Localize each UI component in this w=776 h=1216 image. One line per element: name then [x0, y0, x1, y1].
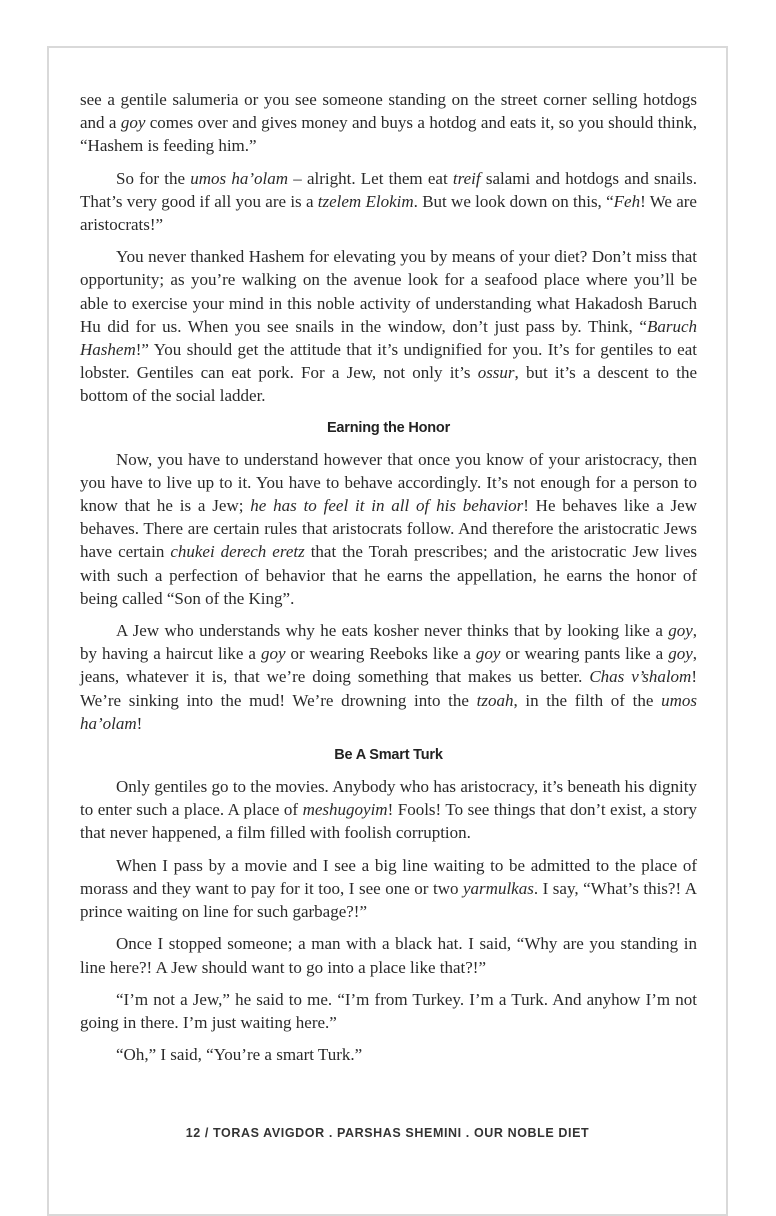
paragraph	[80, 448, 697, 610]
italic-term: meshugoyim	[302, 800, 388, 820]
italic-term: chukei derech eretz	[170, 542, 305, 562]
text-run: see a gentile salumeria or you see someone standing on the street corner selling hotdogs and a	[80, 90, 697, 133]
text-run: . But we look down on this, “	[413, 191, 614, 211]
italic-term: ossur	[477, 363, 515, 383]
italic-term: yarmulkas	[463, 878, 534, 898]
italic-term: tzelem Elokim	[317, 191, 414, 211]
text-run: “I’m not a Jew,” he said to me. “I’m from Turkey. I’m a Turk. And anyhow I’m not going in there. I’m just waiting here.”	[80, 989, 697, 1032]
italic-term: treif	[452, 168, 481, 188]
italic-term: goy	[475, 644, 501, 664]
text-run: ! We’re sinking into the mud! We’re drowning into the	[80, 667, 698, 710]
text-run: Only gentiles go to the movies. Anybody who has aristocracy, it’s beneath his dignity to enter such a place. A place of	[80, 777, 697, 820]
section-heading: Be A Smart Turk	[334, 747, 443, 764]
text-run: Once I stopped someone; a man with a black hat. I said, “Why are you standing in line here?! A Jew should want to go into a place like that?!”	[80, 934, 697, 977]
paragraph	[80, 619, 697, 735]
italic-term: goy	[668, 644, 693, 664]
text-run: !	[136, 713, 143, 733]
text-run: , in the filth of the	[513, 690, 662, 710]
paragraph	[80, 167, 697, 237]
text-run: , jeans, whatever it is, that we’re doing something that makes us better.	[80, 644, 697, 687]
italic-term: Feh	[613, 191, 641, 211]
italic-term: umos ha’olam	[80, 690, 697, 733]
paragraph	[80, 854, 697, 924]
text-run: You never thanked Hashem for elevating you by means of your diet? Don’t miss that opportunity; as you’re walking on the avenue look for a seafood place where you’ll be able to exercise your mind in this noble activity of understanding what Hakadosh Baruch Hu did for us. When you see snails in the window, don’t just pass by. Think, “	[80, 247, 697, 336]
text-run: Now, you have to understand however that once you know of your aristocracy, then you have to live up to it. You have to behave accordingly. It’s not enough for a person to know that he is a Jew;	[80, 449, 697, 516]
text-run: A Jew who understands why he eats kosher never thinks that by looking like a	[116, 621, 669, 641]
page-footer: 12 / TORAS AVIGDOR . PARSHAS SHEMINI . OUR NOBLE DIET	[185, 1126, 590, 1140]
text-run: When I pass by a movie and I see a big line waiting to be admitted to the place of morass and they want to pay for it too, I see one or two	[80, 855, 697, 898]
text-run: !” You should get the attitude that it’s undignified for you. It’s for gentiles to eat lobster. Gentiles can eat pork. For a Jew, not only it’s	[80, 340, 697, 383]
body-text	[80, 88, 697, 1075]
text-run: So for the	[116, 168, 191, 188]
italic-term: tzoah	[476, 690, 514, 710]
text-run: , by having a haircut like a	[80, 621, 697, 664]
text-run: comes over and gives money and buys a hotdog and eats it, so you should think, “Hashem is feeding him.”	[80, 113, 697, 156]
italic-term: he has to feel it in all of his behavior	[250, 496, 524, 516]
text-run: ! He behaves like a Jew behaves. There are certain rules that aristocrats follow. And therefore the aristocratic Jews have certain	[80, 496, 697, 562]
italic-term: goy	[120, 113, 146, 133]
text-run: or wearing pants like a	[500, 644, 669, 664]
text-run: or wearing Reeboks like a	[285, 644, 476, 664]
italic-term: Baruch Hashem	[80, 316, 697, 360]
paragraph	[80, 988, 697, 1034]
paragraph	[80, 775, 697, 845]
italic-term: goy	[260, 644, 286, 664]
paragraph	[80, 1043, 697, 1066]
paragraph	[80, 932, 697, 978]
section-heading: Earning the Honor	[326, 419, 451, 436]
text-run: ! We are aristocrats!”	[80, 191, 697, 235]
text-run: ! Fools! To see things that don’t exist, a story that never happened, a film filled with foolish corruption.	[80, 800, 697, 843]
text-run: salami and hotdogs and snails. That’s very good if all you are is a	[80, 168, 698, 211]
italic-term: Chas v’shalom	[589, 667, 692, 687]
text-run: “Oh,” I said, “You’re a smart Turk.”	[116, 1045, 363, 1065]
text-run: that the Torah prescribes; and the aristocratic Jew lives with such a perfection of behavior that he earns the appellation, he earns the honor of being called “Son of the King”.	[80, 542, 697, 608]
text-run: . I say, “What’s this?! A prince waiting on line for such garbage?!”	[80, 878, 697, 922]
paragraph	[80, 245, 697, 407]
text-run: , but it’s a descent to the bottom of the social ladder.	[80, 363, 697, 406]
italic-term: goy	[668, 621, 693, 641]
paragraph	[80, 88, 697, 158]
italic-term: umos ha’olam	[190, 168, 288, 188]
text-run: – alright. Let them eat	[288, 168, 453, 188]
